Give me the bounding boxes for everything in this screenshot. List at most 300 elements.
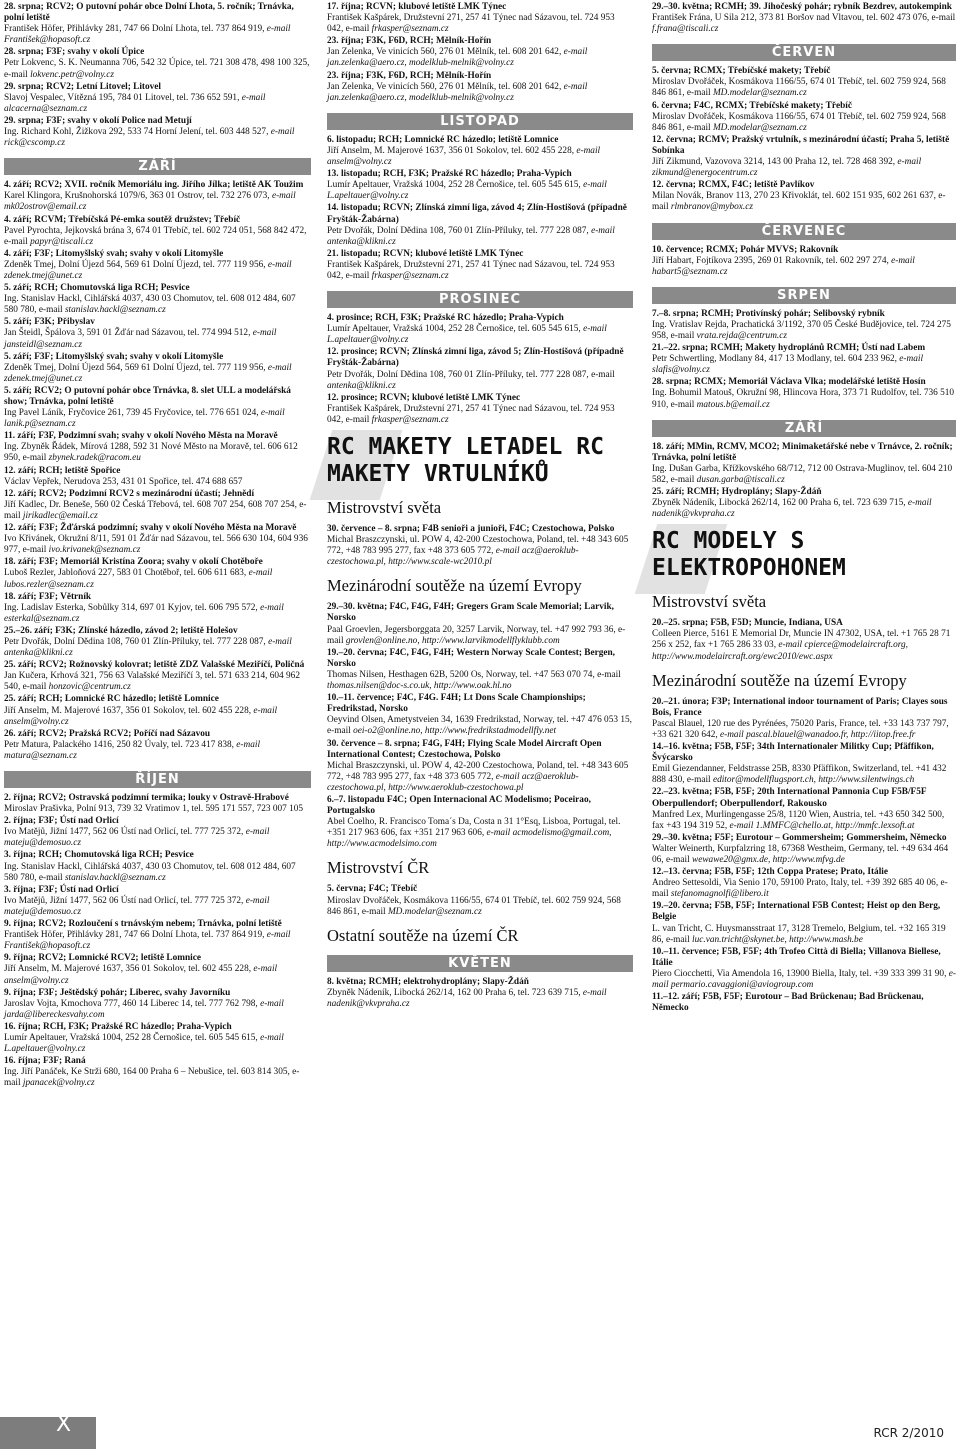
event-title: 12. prosince; RCVN; klubové letiště LMK Týnec [327,392,521,403]
event-email: e-mail zdenek.tmej@unet.cz [4,362,292,384]
event-contact [327,404,633,426]
event-contact [4,58,311,80]
event-title: 4. září; RCVM; Třebíčská Pé-emka soutěž družstev; Třebíč [4,214,241,225]
event-email: stefanomagnolfi@libero.it [670,889,769,900]
event-title: 28. srpna; RCV2; O putovní pohár obce Dolní Lhota, 5. ročník; Trnávka, polní letiště [4,2,294,24]
event-title: 11.–12. září; F5B, F5F; Eurotour – Bad Brückenau; Bad Brückenau, Německo [652,992,924,1014]
event-contact [4,363,311,385]
event-contact-text: Ivo Matějů, Jižní 1477, 562 06 Ústí nad Orlicí, tel. 777 725 372, [4,827,246,838]
event-title: 17. října; RCVN; klubové letiště LMK Týnec [327,2,507,12]
event-email: e-mail František@hopasoft.cz [4,930,291,952]
event-entry [652,135,956,179]
event-contact-text: Ing. Ladislav Esterka, Sobůlky 314, 697 01 Kyjov, tel. 606 795 572, [4,602,261,613]
event-title: 6. června; F4C, RCMX; Třebíčské makety; Třebíč [652,100,853,111]
event-entry [4,489,311,522]
event-entry [4,1022,311,1055]
event-contact-text: Jiří Anselm, M. Majerové 1637, 356 01 Sokolov, tel. 602 455 228, [4,705,254,716]
event-email: luc.van.tricht@skynet.be, http://www.mash.be [692,934,863,945]
event-title: 29. srpna; RCV2; Letní Litovel; Litovel [4,81,162,92]
event-email: e-mail alcacerna@seznam.cz [4,92,266,114]
event-entry [4,317,311,350]
event-contact [652,810,956,832]
event-contact [4,671,311,693]
event-email: frkasper@seznam.cz [371,414,449,425]
event-entry [4,988,311,1021]
event-title: 12. září; RCV2; Podzimní RCV2 s mezinárodní účastí; Jehnědí [4,488,255,499]
event-contact-text: František Kašpárek, Družstevní 271, 257 41 Týnec nad Sázavou, tel. 724 953 042, e-mail [327,403,615,425]
event-entry [4,431,311,464]
event-email: MD.modelar@seznam.cz [712,122,807,133]
event-email: e-mail nadenik@vkvpraha.cz [327,987,607,1009]
event-title: 10.–11. července; F4C, F4G. F4H; Lt Dons Scale Championships; Fredrikstad, Norsko [327,693,586,715]
event-title: 6. listopadu; RCH; Lomnické RC házedlo; letiště Lomnice [327,134,559,145]
event-title: 13. listopadu; RCH, F3K; Pražské RC házedlo; Praha-Vypich [327,169,572,180]
event-email: e-mail L.apeltauer@volny.cz [327,180,607,202]
event-contact [652,878,956,900]
event-email: MD.modelar@seznam.cz [712,88,807,99]
event-contact-text: Jiří Anselm, M. Majerové 1637, 356 01 Sokolov, tel. 602 455 228, [327,145,577,156]
event-contact-text: Miroslav Prašivka, Polní 913, 739 32 Vratimov 1, tel. 595 171 557, 723 007 105 [4,804,304,815]
event-title: 4. září; RCV2; XVII. ročník Memoriálu ing. Jiřího Jílka; letiště AK Toužim [4,180,304,191]
event-contact [327,82,633,104]
event-entry [4,816,311,849]
event-contact-text: Ing. Stanislav Hackl, Cihlářská 4037, 430 03 Chomutov, tel. 608 012 484, 607 580 780, e-mail [4,861,296,883]
event-contact [652,191,956,213]
event-title: 7.–8. srpna; RCMH; Protivínský pohár; Selibovský rybník [652,308,885,319]
event-email: e-mail cpierce@modelaircraft.org, http://www.modelaircraft.org/ewc2010/ewc.aspx [652,640,908,662]
event-contact-text: Ing. Vratislav Rejda, Prachatická 3/1192, 370 05 České Budějovice, tel. 724 275 958, e-mail [652,319,951,341]
event-email: jpanacek@volny.cz [22,1078,95,1089]
event-entry [652,992,956,1014]
event-title: 19.–20. června; F5B, F5F; International F5B Contest; Heist op den Berg, Belgie [652,901,941,923]
category-heading [327,434,633,488]
event-contact-text: Petr Dvořák, Dolní Dědina 108, 760 01 Zlín-Příluky, tel. 777 228 087, e-mail [327,369,615,380]
event-title: 22.–23. května; F5B, F5F; 20th International Pannonia Cup F5B/F5F Oberpullendorf; Oberpullendorf, Rakousko [652,787,927,809]
month-banner: SRPEN [652,287,956,304]
category-heading-text: RC MODELY S ELEKTROPOHONEM [652,528,846,582]
event-title: 25. září; RCMH; Hydroplány; Slapy-Ždáň [652,487,822,497]
event-contact-text: Karel Klingora, Krušnohorská 1079/6, 363 01 Ostrov, tel. 732 276 073, [4,191,272,202]
event-contact-text: Ing. Jiří Panáček, Ke Strži 680, 164 00 Praha 6 – Nebušice, tel. 603 814 305, e-mail [4,1067,300,1089]
event-contact [327,670,633,692]
event-contact [652,924,956,946]
event-email: jirikadlec@email.cz [22,510,98,521]
event-contact-text: František Höfer, Přihlávky 281, 747 66 Dolní Lhota, tel. 737 864 919, [4,930,267,941]
event-contact-text: Zbyněk Nádeník, Libocká 262/14, 162 00 Praha 6, tel. 723 639 715, [652,498,908,509]
event-contact-text: Paal Groevlen, Jegersborggata 20, 3257 Larvik, Norway, tel. +47 992 793 36, e-mail [327,624,626,646]
section-heading: Mezinárodní soutěže na území Evropy [327,576,582,596]
event-email: e-mail esterkal@seznam.cz [4,602,284,624]
event-contact [4,477,311,488]
event-contact-text: Ivo Křivánek, Okružní 8/11, 591 01 Žďár nad Sázavou, tel. 566 630 104, 604 936 977, e-mail [4,534,308,556]
event-contact [4,862,311,884]
event-entry [4,1056,311,1089]
event-email: papyr@tiscali.cz [30,236,94,247]
event-title: 5. června; RCMX; Třebíčské makety; Třebíč [652,66,831,77]
event-contact [4,827,311,849]
event-entry [327,602,633,646]
event-contact [652,464,956,486]
event-email: e-mail František@hopasoft.cz [4,24,291,46]
event-entry [327,795,633,850]
event-contact-text: Jan Zelenka, Ve vinicích 560, 276 01 Mělník, tel. 608 201 642, [327,81,564,92]
event-title: 2. října; RCV2; Ostravská podzimní termika; louky v Ostravě-Hrabové [4,793,289,803]
event-contact-text: František Kašpárek, Družstevní 271, 257 41 Týnec nad Sázavou, tel. 724 953 042, e-mail [327,13,615,35]
event-title: 10.–11. července; F5B, F5F; 4th Trofeo Città di Biella; Villanova Biellese, Itálie [652,946,941,968]
event-email: e-mail pascal.blauel@wanadoo.fr, http://iitop.free.fr [720,729,916,740]
event-email: e-mail zikmund@energocentrum.cz [652,157,922,179]
event-contact-text: Jaroslav Vojta, Kmochova 777, 460 14 Liberec 14, tel. 777 762 798, [4,998,261,1009]
event-email: e-mail habart5@seznam.cz [652,255,915,277]
event-contact-text: Michal Braszczynski, ul. POW 4, 42-200 Czestochowa, Poland, tel. +48 343 605 772, +48 783 995 277, fax +48 373 605 772, [327,535,629,557]
event-entry [652,947,956,991]
event-email: e-mail mateju@demosuo.cz [4,827,270,849]
event-title: 18. září; F3F; Memoriál Kristína Zoora; svahy v okolí Chotěboře [4,557,263,568]
event-contact-text: Ing. Bohumil Matouš, Okružní 98, Hlincova Hora, 373 71 Rudolfov, tel. 736 510 910, e-mail [652,388,955,410]
event-contact [652,388,956,410]
event-entry [652,901,956,945]
event-contact-text: Andreo Settesoldi, Via Senio 170, 59100 Prato, Italy, tel. +39 392 685 40 06, e-mail [652,878,948,900]
event-entry [652,487,956,520]
event-entry [652,245,956,278]
event-entry [4,249,311,282]
event-title: 4. září; F3F; Litomyšlský svah; svahy v okolí Litomyšle [4,248,224,259]
event-contact [652,764,956,786]
event-entry [4,283,311,316]
event-entry [4,850,311,883]
event-contact-text: Thomas Nilsen, Hesthagen 62B, 5200 Os, Norway, tel. +47 563 070 74, e-mail [327,669,621,680]
event-email: f.frana@tiscali.cz [652,24,719,35]
event-email: e-mail antenka@klikni.cz [4,636,292,659]
event-entry [4,47,311,80]
event-title: 30. července – 8. srpna; F4G, F4H; Flying Scale Model Aircraft Open International Contest; Czestochowa, Polsko [327,738,602,760]
event-contact [652,719,956,741]
event-contact [4,226,311,248]
event-email: e-mail 1.MMFC@chello.at, http://mmfc.lexsoft.at [729,820,915,831]
event-contact-text: Miroslav Dvořáček, Kosmákova 1166/55, 674 01 Třebíč, tel. 602 759 924, 568 846 861, e-mail [327,895,621,917]
event-email: e-mail jansteidl@seznam.cz [4,328,277,350]
event-contact [652,320,956,342]
event-title: 12. června; RCMV; Pražský vrtulník, s mezinárodní účastí; Praha 5, letiště Sobínka [652,134,950,156]
event-email: e-mail anselm@volny.cz [4,964,278,986]
event-email: e-mail anselm@volny.cz [4,705,278,727]
event-contact-text: Emil Giezendanner, Feldstrasse 25B, 8330 Pfäffikon, Switzerland, tel. +41 432 888 430, e-mail [652,764,947,786]
event-title: 5. září; F3F; Litomyšlský svah; svahy v okolí Litomyšle [4,351,224,362]
event-email: rlmbranov@mybox.cz [670,202,753,213]
event-entry [327,347,633,391]
event-entry [327,739,633,794]
event-contact [652,354,956,376]
event-entry [4,626,311,659]
column-middle [327,2,633,1011]
event-contact-text: Miroslav Dvořáček, Kosmákova 1166/55, 674 01 Třebíč, tel. 602 759 924, 568 846 861, e-mail [652,111,946,133]
event-contact-text: Pascal Blauel, 120 rue des Pyrénées, 75020 Paris, France, tel. +33 143 737 797, +33 621 320 642, [652,718,949,740]
event-contact-text: František Kašpárek, Družstevní 271, 257 41 Týnec nad Sázavou, tel. 724 953 042, e-mail [327,259,615,281]
event-email: e-mail lubos.rezler@seznam.cz [4,568,273,590]
event-email: zbynek.radek@racom.eu [48,453,141,464]
event-email: frkasper@seznam.cz [371,24,449,35]
month-banner: KVĚTEN [327,955,633,972]
event-email: e-mail zdenek.tmej@unet.cz [4,259,292,281]
event-contact [4,1033,311,1055]
event-title: 28. srpna; F3F; svahy v okolí Úpice [4,47,145,58]
event-contact [327,761,633,794]
event-entry [652,787,956,831]
event-contact-text: Milan Novák, Branov 113, 270 23 Křivoklát, tel. 602 151 935, 602 261 637, e-mail [652,191,946,213]
month-banner: PROSINEC [327,291,633,308]
event-contact-text: Miroslav Dvořáček, Kosmákova 1166/55, 674 01 Třebíč, tel. 602 759 924, 568 846 861, e-mail [652,77,946,99]
event-entry [652,101,956,134]
event-email: wewawe20@gmx.de, http://www.mfvg.de [692,854,845,865]
event-email: vratа.rejda@centrum.cz [696,330,787,341]
event-title: 12. září; RCH; letiště Spořice [4,465,121,476]
event-contact [4,442,311,464]
event-contact [327,535,633,568]
event-title: 9. října; RCV2; Lomnické RCV2; letiště Lomnice [4,953,202,964]
event-entry [4,215,311,248]
event-contact [4,964,311,986]
event-entry [652,309,956,342]
event-title: 19.–20. června; F4C, F4G, F4H; Western Norway Scale Contest; Bergen, Norsko [327,647,615,669]
event-title: 29. srpna; F3F; svahy v okolí Police nad Metují [4,115,192,126]
event-title: 25. září; RCH; Lomnické RC házedlo; letiště Lomnice [4,694,219,705]
event-entry [4,466,311,488]
event-email: e-mail jan.zelenka@aero.cz, modelklub-melnik@volny.cz [327,47,588,69]
event-entry [652,867,956,900]
event-title: 12. června; RCMX, F4C; letiště Pavlíkov [652,180,815,191]
event-email: e-mail jan.zelenka@aero.cz, modelklub-melnik@volny.cz [327,81,588,103]
event-email: e-mail matura@seznam.cz [4,739,261,761]
month-banner: ZÁŘÍ [652,420,956,437]
event-contact [4,328,311,350]
event-contact [4,500,311,522]
event-title: 26. září; RCV2; Pražská RCV2; Poříčí nad Sázavou [4,728,211,739]
event-email: dusan.garba@tiscali.cz [696,474,785,485]
event-contact-text: Ivo Matějů, Jižní 1477, 562 06 Ústí nad Orlicí, tel. 777 725 372, [4,895,246,906]
event-contact-text: Ing. Stanislav Hackl, Cihlářská 4037, 430 03 Chomutov, tel. 608 012 484, 607 580 780, e-mail [4,294,296,316]
category-heading-text: RC MAKETY LETADEL RC MAKETY VRTULNÍKŮ [327,434,604,487]
event-title: 14. listopadu; RCVN; Zlínská zimní liga, závod 4; Zlín-Hostišová (případně Fryšták-Žabárna) [327,203,627,225]
event-email: e-mail mk02ostrov@email.cz [4,191,296,213]
event-contact-text: Jiří Habart, Fojtíkova 2395, 269 01 Rakovník, tel. 602 297 274, [652,255,892,266]
event-contact [4,637,311,659]
event-title: 5. září; RCH; Chomutovská liga RCH; Pesvice [4,283,190,294]
event-entry [652,2,956,35]
event-entry [327,71,633,104]
event-contact-text: Michal Braszczynski, ul. POW 4, 42-200 Czestochowa, Poland, tel. +48 343 605 772, +48 783 995 277, fax +48 373 605 772, [327,760,629,782]
event-title: 12. prosince; RCVN; Zlínská zimní liga, závod 5; Zlín-Hostišová (případně Fryšták-Žabárna) [327,347,624,369]
month-banner: ŘÍJEN [4,771,311,788]
event-contact [327,260,633,282]
event-entry [4,180,311,213]
event-title: 3. října; RCH; Chomutovská liga RCH; Pesvice [4,850,194,861]
event-contact-text: Jiří Anselm, M. Majerové 1637, 356 01 Sokolov, tel. 602 455 228, [4,964,254,975]
event-contact-text: Jan Šteidl, Špálova 3, 591 01 Žďár nad Sázavou, tel. 774 994 512, [4,328,253,339]
event-contact-text: Pavel Pyrochta, Jejkovská brána 3, 674 01 Třebíč, tel. 602 724 051, 568 842 472, e-mail [4,225,307,247]
event-contact [652,498,956,520]
month-banner: ZÁŘÍ [4,158,311,175]
footer-issue-label: RCR 2/2010 [873,1426,944,1440]
event-contact-text: František Frána, U Sila 212, 373 81 Boršov nad Vltavou, tel. 602 473 076, e-mail [652,13,956,24]
event-entry [327,249,633,282]
event-contact [4,260,311,282]
event-entry [4,660,311,693]
event-contact [327,226,633,248]
event-contact-text: Zdeněk Tmej, Dolní Újezd 564, 569 61 Dolní Újezd, tel. 777 119 956, [4,259,268,270]
event-contact [4,930,311,952]
event-title: 25.–26. září; F3K; Zlínské házedlo, závod 2; letiště Holešov [4,625,238,636]
section-heading: Ostatní soutěže na území ČR [327,925,519,945]
event-email: e-mail rick@cscomp.cz [4,127,295,149]
event-contact-text: Lumír Apeltauer, Vražská 1004, 252 28 Černošice, tel. 605 545 615, [327,324,584,335]
event-contact-text: Luboš Rezler, Jabloňová 227, 583 01 Chotěboř, tel. 606 611 683, [4,568,249,579]
event-entry [4,592,311,625]
event-contact [4,191,311,213]
event-contact [4,1067,311,1089]
event-entry [652,833,956,866]
event-email: editor@modellflugsport.ch, http://www.silentwings.ch [712,775,915,786]
event-entry [327,313,633,346]
event-title: 28. srpna; RCMX; Memoriál Václava Vlka; modelářské letiště Hosín [652,377,926,388]
event-entry [4,953,311,986]
event-title: 9. října; RCV2; Rozloučení s trnávským nebem; Trnávka, polní letiště [4,919,282,930]
event-email: lokvenc.petr@volny.cz [30,69,115,80]
event-title: 5. června; F4C; Třebíč [327,884,418,895]
event-contact-text: Manfred Lex, Murlingengasse 25/8, 1120 Wien, Austria, tel. +43 650 342 500, fax +43 194 319 52, [652,809,945,831]
event-entry [652,343,956,376]
event-entry [327,169,633,202]
event-contact-text: Lumír Apeltauer, Vražská 1004, 252 28 Černošice, tel. 605 545 615, [327,180,584,191]
event-title: 4. prosince; RCH, F3K; Pražské RC házedlo; Praha-Vypich [327,313,564,324]
event-contact [4,804,311,815]
event-email: ivo.krivanek@seznam.cz [48,545,141,556]
event-contact-text: Ing. Dušan Garba, Křížkovského 68/712, 712 00 Ostrava-Muglinov, tel. 604 210 582, e-mail [652,463,953,485]
event-contact [4,568,311,590]
event-email: e-mail L.apeltauer@volny.cz [327,324,607,346]
event-contact [4,706,311,728]
event-contact-text: Petr Matura, Palackého 1416, 250 82 Úvaly, tel. 723 417 838, [4,739,237,750]
event-contact-text: Václav Vepřek, Nerudova 253, 431 01 Spořice, tel. 474 688 657 [4,476,243,487]
event-title: 20.–25. srpna; F5B, F5D; Muncie, Indiana, USA [652,618,843,629]
event-entry [327,693,633,737]
event-title: 11. září; F3F, Podzimní svah; svahy v okolí Nového Města na Moravě [4,431,278,442]
event-contact [4,603,311,625]
month-banner: ČERVENEC [652,223,956,240]
event-contact-text: Zbyněk Nádeník, Libocká 262/14, 162 00 Praha 6, tel. 723 639 715, [327,987,583,998]
event-contact-text: Colleen Pierce, 5161 E Memorial Dr, Muncie IN 47302, USA, tel. +1 765 28 71 256 x 252, fax +1 765 286 33 03, [652,629,951,651]
event-email: e-mail slafis@volny.cz [652,354,924,376]
event-email: e-mail lanik.p@seznam.cz [4,408,285,430]
event-contact-text: Ing Pavel Láník, Fryčovice 261, 739 45 Fryčovice, tel. 776 651 024, [4,408,261,419]
event-contact-text: Jan Kučera, Krhová 321, 756 63 Valašské Meziříčí 3, tel. 571 633 214, 604 962 540, e-mail [4,671,300,693]
event-contact [4,896,311,918]
event-email: grovlen@online.no, http://www.larvikmodellflyklubb.com [345,635,560,646]
month-banner: ČERVEN [652,44,956,61]
event-entry [4,729,311,762]
event-title: 10. července; RCMX; Pohár MVVS; Rakovník [652,244,839,255]
event-contact-text: L. van Tricht, C. Huysmansstraat 17, 3128 Tremelo, Belgium, tel. +32 165 319 86, e-mail [652,923,946,945]
event-title: 21. listopadu; RCVN; klubové letiště LMK Týnec [327,248,524,259]
event-contact-text: Lumír Apeltauer, Vražská 1004, 252 28 Černošice, tel. 605 545 615, [4,1032,261,1043]
event-entry [4,82,311,115]
event-email: e-mail L.apeltauer@volny.cz [4,1032,284,1055]
section-heading: Mezinárodní soutěže na území Evropy [652,670,907,690]
event-entry [4,793,311,815]
event-contact [4,93,311,115]
column-right [652,2,956,1015]
event-title: 14.–16. května; F5B, F5F; 34th Internationaler Militky Cup; Pfäffikon, Švýcarsko [652,742,934,764]
event-email: honzovic@centrum.cz [48,682,131,693]
event-title: 23. října; F3K, F6D, RCH; Mělník-Hořín [327,70,492,81]
event-title: 29.–30. května; F5F; Eurotour – Gommersheim; Gommersheim, Německo [652,832,947,843]
event-title: 23. října; F3K, F6D, RCH; Mělník-Hořín [327,36,492,47]
event-contact [652,112,956,134]
category-heading [652,528,956,582]
event-contact-text: Petr Dvořák, Dolní Dědina 108, 760 01 Zlín-Příluky, tel. 777 228 087, [327,225,592,236]
event-email: e-mail permario.cavaggioni@aviogroup.com [652,968,956,990]
event-entry [4,557,311,590]
event-title: 20.–21. února; F3P; International indoor tournament of Paris; Clayes sous Bois, France [652,696,948,718]
event-contact [4,740,311,762]
event-contact-text: Ing. Richard Kohl, Žižkova 292, 533 74 Horní Jelení, tel. 603 448 527, [4,127,271,138]
event-email: oei-o2@online.no, http://www.fredrikstadmodellfly.net [353,726,557,737]
section-heading: Mistrovství světa [652,592,767,612]
event-contact [327,817,633,850]
event-entry [4,386,311,430]
event-contact-text: Oeyvind Olsen, Ametystveien 34, 1639 Fredrikstad, Norway, tel. +47 476 053 15, e-mail [327,715,632,737]
event-contact-text: Petr Dvořák, Dolní Dědina 108, 760 01 Zlín-Příluky, tel. 777 228 087, [4,636,269,647]
event-title: 5. září; RCV2; O putovní pohár obce Trnávka, 8. slet ULL a modelářská show; Trnávka, polní letiště [4,385,291,407]
event-email: e-mail acz@aeroklub-czestochowa.pl, http://www.scale-wc2010.pl [327,546,579,568]
event-entry [652,618,956,662]
event-contact [652,844,956,866]
column-left [4,2,311,1090]
event-contact-text: Jiří Kadlec, Dr. Beneše, 560 02 Česká Třebová, tel. 608 707 254, 608 707 254, e-mail [4,499,307,521]
event-email: e-mail mateju@demosuo.cz [4,895,270,917]
event-entry [4,352,311,385]
event-contact-text: Zdeněk Tmej, Dolní Újezd 564, 569 61 Dolní Újezd, tel. 777 119 956, [4,362,268,373]
event-contact [327,47,633,69]
event-contact-text: Ing. Zbyněk Řádek, Mírová 1288, 592 31 Nové Město na Moravě, tel. 606 612 950, e-mail [4,442,298,464]
event-entry [327,135,633,168]
event-contact [652,157,956,179]
event-contact [327,180,633,202]
event-contact-text: Jan Zelenka, Ve vinicích 560, 276 01 Mělník, tel. 608 201 642, [327,47,564,58]
event-title: 12. září; F3F; Žďárská podzimní; svahy v okolí Nového Města na Moravě [4,523,297,534]
event-entry [652,180,956,213]
event-title: 29.–30. května; RCMH; 39. Jihočeský pohár; rybník Bezdrev, autokempink [652,2,952,12]
event-entry [652,66,956,99]
event-entry [652,697,956,741]
event-entry [327,36,633,69]
event-contact [4,534,311,556]
event-contact [327,370,633,392]
event-contact [4,127,311,149]
event-entry [327,884,633,917]
event-email: MD.modelar@seznam.cz [387,906,482,917]
event-contact [652,13,956,35]
event-entry [4,523,311,556]
event-email: antenka@klikni.cz [327,380,396,391]
event-title: 18. září; MMin, RCMV, MCO2; Minimaketářské nebe v Trnávce, 2. ročník; Trnávka, polní letiště [652,441,953,463]
event-contact-text: Slavoj Vespalec, Vítězná 195, 784 01 Litovel, tel. 736 652 591, [4,92,242,103]
event-entry [4,2,311,46]
event-entry [4,885,311,918]
event-email: e-mail jarda@libereckesvahy.com [4,998,284,1020]
event-email: e-mail acz@aeroklub-czestochowa.pl, http://www.aeroklub-czestochowa.pl [327,771,579,793]
event-contact [4,24,311,46]
event-contact [4,999,311,1021]
